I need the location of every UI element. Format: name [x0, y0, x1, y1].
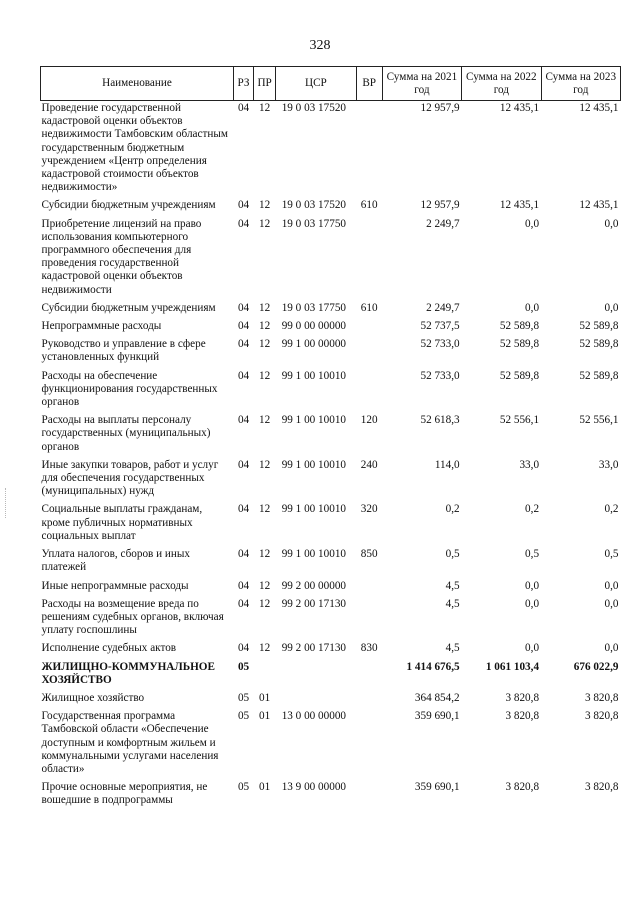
cell-rz: 04 [237, 320, 250, 333]
cell-vr [356, 213, 382, 297]
cell-sum-2023: 12 435,1 [579, 199, 619, 212]
cell-vr: 240 [360, 458, 378, 471]
cell-csr: 19 0 03 17750 [281, 217, 347, 230]
cell-name: Субсидии бюджетным учреждениям [41, 199, 216, 212]
cell-sum-2023: 0,0 [604, 579, 619, 592]
header-csr: ЦСР [276, 67, 356, 101]
cell-sum-2021: 12 957,9 [420, 102, 460, 114]
cell-sum-2021: 4,5 [445, 597, 460, 610]
cell-name: Жилищное хозяйство [41, 691, 145, 704]
cell-vr [356, 101, 382, 195]
cell-sum-2022: 0,0 [525, 217, 540, 230]
cell-sum-2023: 12 435,1 [579, 102, 619, 114]
cell-sum-2023: 52 556,1 [579, 414, 619, 427]
cell-sum-2023: 0,0 [604, 301, 619, 314]
cell-rz: 04 [237, 217, 250, 230]
cell-sum-2021: 0,5 [445, 548, 460, 561]
table-row [41, 705, 621, 776]
cell-vr [356, 315, 382, 333]
cell-sum-2021: 52 737,5 [420, 320, 460, 333]
cell-sum-2023: 33,0 [598, 458, 619, 471]
cell-name: Расходы на возмещение вреда по решениям судебных органов, включая уплату госпошлины [41, 597, 224, 637]
cell-sum-2022: 0,0 [525, 579, 540, 592]
cell-vr [356, 705, 382, 776]
cell-name: Уплата налогов, сборов и иных платежей [41, 548, 191, 574]
cell-sum-2022: 52 589,8 [499, 338, 540, 351]
cell-sum-2021: 2 249,7 [426, 301, 460, 314]
cell-csr: 99 1 00 10010 [281, 548, 347, 561]
table-row [41, 454, 621, 499]
table-row [41, 498, 621, 543]
cell-sum-2022: 0,0 [525, 301, 540, 314]
header-vr: ВР [356, 67, 382, 101]
cell-vr [356, 365, 382, 410]
table-row [41, 333, 621, 364]
cell-name: Расходы на обеспечение функционирования государственных органов [41, 369, 218, 409]
table-row [41, 315, 621, 333]
cell-name: Социальные выплаты гражданам, кроме публичных нормативных социальных выплат [41, 503, 203, 542]
cell-pr: 01 [259, 691, 271, 704]
cell-rz: 05 [237, 781, 250, 794]
cell-sum-2021: 114,0 [434, 458, 460, 471]
cell-sum-2021: 0,2 [445, 503, 460, 516]
cell-sum-2023: 52 589,8 [579, 369, 619, 382]
cell-csr: 13 9 00 00000 [281, 781, 347, 794]
cell-rz: 05 [237, 660, 250, 673]
cell-sum-2023: 0,2 [604, 503, 619, 516]
table-row [41, 593, 621, 638]
cell-sum-2023: 52 589,8 [579, 320, 619, 333]
cell-csr: 99 1 00 10010 [281, 414, 347, 427]
cell-sum-2021: 2 249,7 [426, 217, 460, 230]
cell-rz: 04 [237, 579, 250, 592]
cell-csr: 19 0 03 17520 [281, 199, 347, 212]
cell-sum-2022: 0,2 [525, 503, 540, 516]
cell-sum-2022: 3 820,8 [505, 710, 540, 723]
margin-mark [5, 488, 8, 518]
cell-sum-2022: 12 435,1 [499, 199, 540, 212]
cell-sum-2022: 3 820,8 [505, 781, 540, 794]
cell-sum-2022: 52 589,8 [499, 320, 540, 333]
cell-vr [356, 333, 382, 364]
cell-csr: 99 0 00 00000 [281, 320, 347, 333]
cell-sum-2021: 52 733,0 [420, 369, 460, 382]
table-body [41, 101, 621, 808]
cell-rz: 05 [237, 691, 250, 704]
cell-name: Государственная программа Тамбовской области «Обеспечение доступным и комфортным жильем и коммунальными услугами населения области» [41, 710, 219, 775]
cell-rz: 04 [237, 301, 250, 314]
header-rz: РЗ [233, 67, 253, 101]
cell-pr: 01 [259, 710, 271, 723]
cell-sum-2021: 359 690,1 [414, 710, 460, 723]
header-pr: ПР [254, 67, 276, 101]
cell-pr: 12 [259, 338, 271, 351]
cell-rz: 04 [237, 369, 250, 382]
cell-sum-2022: 52 556,1 [499, 414, 540, 427]
cell-name: Приобретение лицензий на право использования компьютерного программного обеспечения для проведения государственной кадастровой оценки объектов недвижимости [41, 217, 202, 296]
cell-csr: 99 1 00 10010 [281, 503, 347, 516]
cell-rz: 04 [237, 548, 250, 561]
cell-pr: 12 [259, 369, 271, 382]
cell-name: Исполнение судебных актов [41, 642, 177, 655]
cell-csr [276, 656, 356, 687]
cell-rz: 04 [237, 597, 250, 610]
cell-sum-2021: 359 690,1 [414, 781, 460, 794]
cell-pr: 12 [259, 320, 271, 333]
cell-vr: 610 [360, 301, 378, 314]
cell-csr: 99 1 00 10010 [281, 458, 347, 471]
cell-sum-2021: 52 618,3 [420, 414, 460, 427]
table-row [41, 213, 621, 297]
cell-csr: 19 0 03 17750 [281, 301, 347, 314]
cell-pr: 12 [259, 458, 271, 471]
cell-vr [356, 656, 382, 687]
cell-name: Иные закупки товаров, работ и услуг для обеспечения государственных (муниципальных) нужд [41, 458, 219, 498]
cell-rz: 04 [237, 199, 250, 212]
cell-vr: 120 [360, 414, 378, 427]
table-row [41, 575, 621, 593]
cell-sum-2021: 4,5 [445, 642, 460, 655]
table-row [41, 776, 621, 807]
cell-sum-2023: 3 820,8 [584, 710, 619, 723]
cell-sum-2021: 1 414 676,5 [406, 660, 460, 673]
cell-sum-2023: 3 820,8 [584, 781, 619, 794]
cell-pr: 12 [259, 503, 271, 516]
cell-sum-2023: 52 589,8 [579, 338, 619, 351]
table-row [41, 687, 621, 705]
cell-csr: 99 1 00 10010 [281, 369, 347, 382]
cell-csr: 99 2 00 00000 [281, 579, 347, 592]
cell-sum-2023: 0,0 [604, 217, 619, 230]
table-row [41, 365, 621, 410]
cell-csr: 99 2 00 17130 [281, 642, 347, 655]
cell-sum-2022: 12 435,1 [499, 102, 540, 114]
cell-sum-2021: 364 854,2 [414, 691, 460, 704]
cell-name: Прочие основные мероприятия, не вошедшие в подпрограммы [41, 781, 208, 807]
cell-sum-2022: 0,0 [525, 597, 540, 610]
cell-pr: 12 [259, 301, 271, 314]
table-header-row [41, 67, 621, 101]
table-row [41, 656, 621, 687]
cell-name: ЖИЛИЩНО-КОММУНАЛЬНОЕ ХОЗЯЙСТВО [41, 660, 215, 686]
cell-pr: 12 [259, 217, 271, 230]
cell-vr [356, 776, 382, 807]
table-row [41, 409, 621, 454]
cell-rz: 04 [237, 458, 250, 471]
cell-pr [254, 656, 276, 687]
table-row [41, 637, 621, 655]
cell-rz: 04 [237, 414, 250, 427]
cell-sum-2021: 4,5 [445, 579, 460, 592]
cell-sum-2023: 0,0 [604, 642, 619, 655]
cell-csr: 99 2 00 17130 [281, 597, 347, 610]
header-sum-2022: Сумма на 2022 год [462, 67, 541, 101]
cell-pr: 12 [259, 579, 271, 592]
cell-sum-2022: 52 589,8 [499, 369, 540, 382]
cell-pr: 12 [259, 642, 271, 655]
cell-sum-2022: 33,0 [519, 458, 540, 471]
cell-pr: 12 [259, 548, 271, 561]
cell-sum-2021: 12 957,9 [420, 199, 460, 212]
cell-name: Иные непрограммные расходы [41, 579, 189, 592]
cell-name: Проведение государственной кадастровой оценки объектов недвижимости Тамбовским областным государственным бюджетным учреждением «Центр определения кадастровой стоимости объектов недвижимости» [41, 102, 228, 194]
cell-sum-2022: 1 061 103,4 [485, 660, 540, 673]
cell-csr: 13 0 00 00000 [281, 710, 347, 723]
cell-sum-2023: 676 022,9 [573, 660, 619, 673]
cell-name: Руководство и управление в сфере установленных функций [41, 338, 206, 364]
cell-pr: 12 [259, 597, 271, 610]
cell-vr [356, 575, 382, 593]
budget-table [40, 66, 621, 808]
cell-pr: 12 [259, 199, 271, 212]
cell-sum-2023: 0,0 [604, 597, 619, 610]
cell-csr: 99 1 00 00000 [281, 338, 347, 351]
cell-pr: 12 [259, 102, 271, 114]
cell-csr: 19 0 03 17520 [281, 102, 347, 114]
cell-rz: 04 [237, 102, 250, 114]
cell-rz: 05 [237, 710, 250, 723]
cell-sum-2022: 3 820,8 [505, 691, 540, 704]
cell-sum-2023: 3 820,8 [584, 691, 619, 704]
cell-vr [356, 687, 382, 705]
header-sum-2021: Сумма на 2021 год [382, 67, 461, 101]
cell-vr: 610 [360, 199, 378, 212]
cell-rz: 04 [237, 642, 250, 655]
cell-rz: 04 [237, 338, 250, 351]
cell-vr: 320 [360, 503, 378, 516]
table-row [41, 543, 621, 574]
cell-pr: 12 [259, 414, 271, 427]
table-row [41, 194, 621, 212]
table-row [41, 297, 621, 315]
cell-sum-2022: 0,0 [525, 642, 540, 655]
cell-vr: 830 [360, 642, 378, 655]
cell-name: Непрограммные расходы [41, 320, 162, 333]
cell-rz: 04 [237, 503, 250, 516]
cell-name: Субсидии бюджетным учреждениям [41, 301, 216, 314]
page-number: 328 [309, 38, 331, 53]
cell-sum-2021: 52 733,0 [420, 338, 460, 351]
cell-sum-2022: 0,5 [525, 548, 540, 561]
header-sum-2023: Сумма на 2023 год [541, 67, 620, 101]
cell-vr [356, 593, 382, 638]
table-row [41, 101, 621, 195]
cell-sum-2023: 0,5 [604, 548, 619, 561]
header-name: Наименование [41, 67, 234, 101]
cell-csr [276, 687, 356, 705]
cell-vr: 850 [360, 548, 378, 561]
cell-name: Расходы на выплаты персоналу государственных (муниципальных) органов [41, 414, 211, 453]
cell-pr: 01 [259, 781, 271, 794]
